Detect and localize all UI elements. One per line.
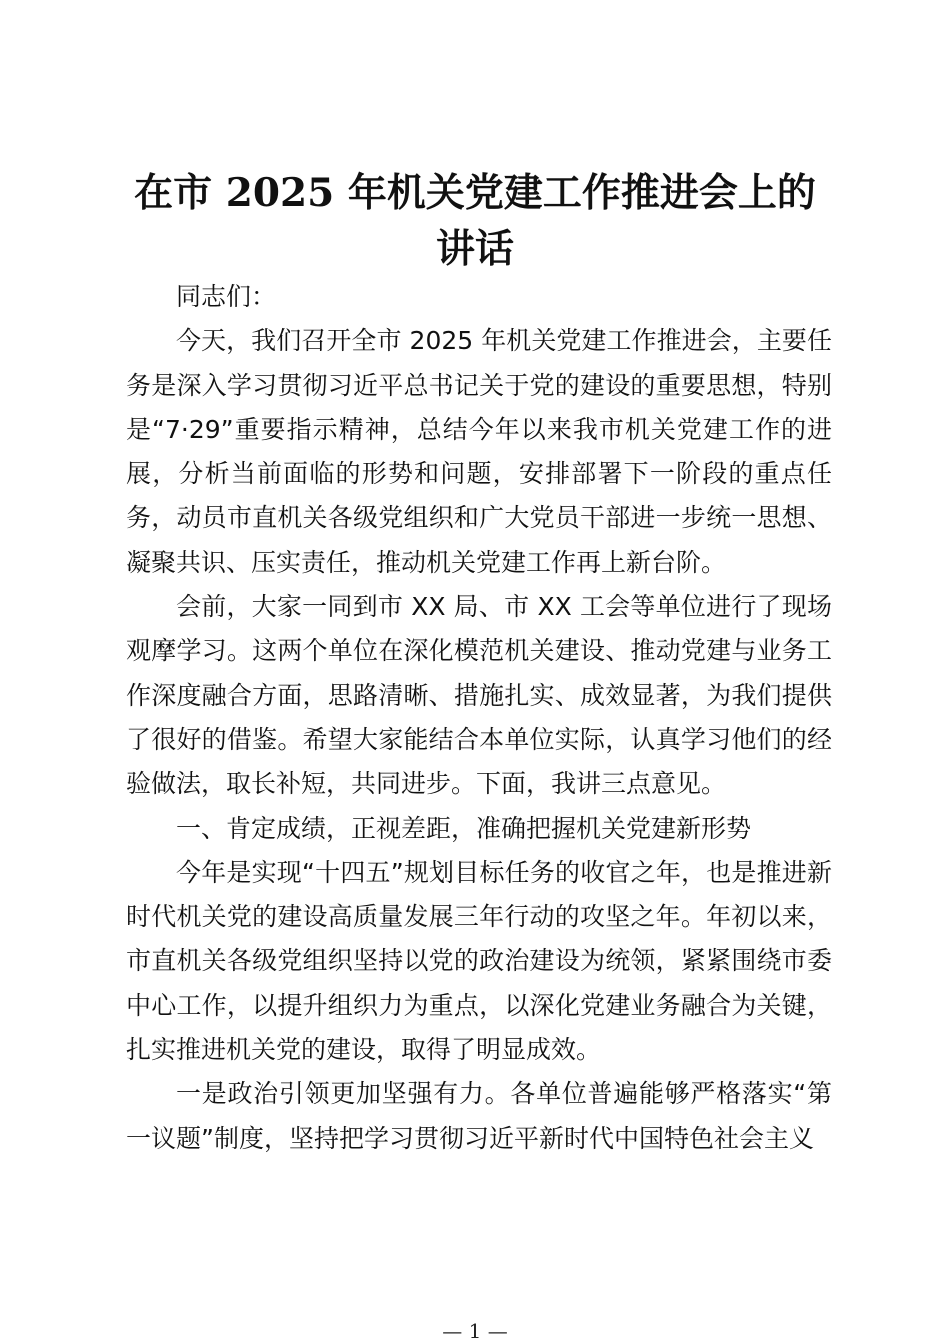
paragraph: 一是政治引领更加坚强有力。各单位普遍能够严格落实“第一议题”制度，坚持把学习贯彻习近平新时代中国特色社会主义 <box>126 1079 832 1153</box>
paragraph: 今天，我们召开全市 2025 年机关党建工作推进会，主要任务是深入学习贯彻习近平总书记关于党的建设的重要思想，特别是“7·29”重要指示精神，总结今年以来我市机关党建工作的进展，分析当前面临的形势和问题，安排部署下一阶段的重点任务，动员市直机关各级党组织和广大党员干部进一步统一思想、凝聚共识、压实责任，推动机关党建工作再上新台阶。 <box>126 326 832 577</box>
paragraph: 今年是实现“十四五”规划目标任务的收官之年，也是推进新时代机关党的建设高质量发展三年行动的攻坚之年。年初以来，市直机关各级党组织坚持以党的政治建设为统领，紧紧围绕市委中心工作，以提升组织力为重点，以深化党建业务融合为关键，扎实推进机关党的建设，取得了明显成效。 <box>126 857 832 1065</box>
document-body <box>126 275 832 1161</box>
document-title <box>90 165 860 277</box>
title-line-2: 讲话 <box>435 226 514 272</box>
salutation: 同志们： <box>176 282 277 311</box>
page-number: — 1 — <box>442 1319 508 1343</box>
paragraph: 会前，大家一同到市 XX 局、市 XX 工会等单位进行了现场观摩学习。这两个单位在深化模范机关建设、推动党建与业务工作深度融合方面，思路清晰、措施扎实、成效显著，为我们提供了很好的借鉴。希望大家能结合本单位实际，认真学习他们的经验做法，取长补短，共同进步。下面，我讲三点意见。 <box>126 592 832 799</box>
section-heading: 一、肯定成绩，正视差距，准确把握机关党建新形势 <box>176 813 752 843</box>
title-line-1: 在市 2025 年机关党建工作推进会上的 <box>134 170 816 216</box>
